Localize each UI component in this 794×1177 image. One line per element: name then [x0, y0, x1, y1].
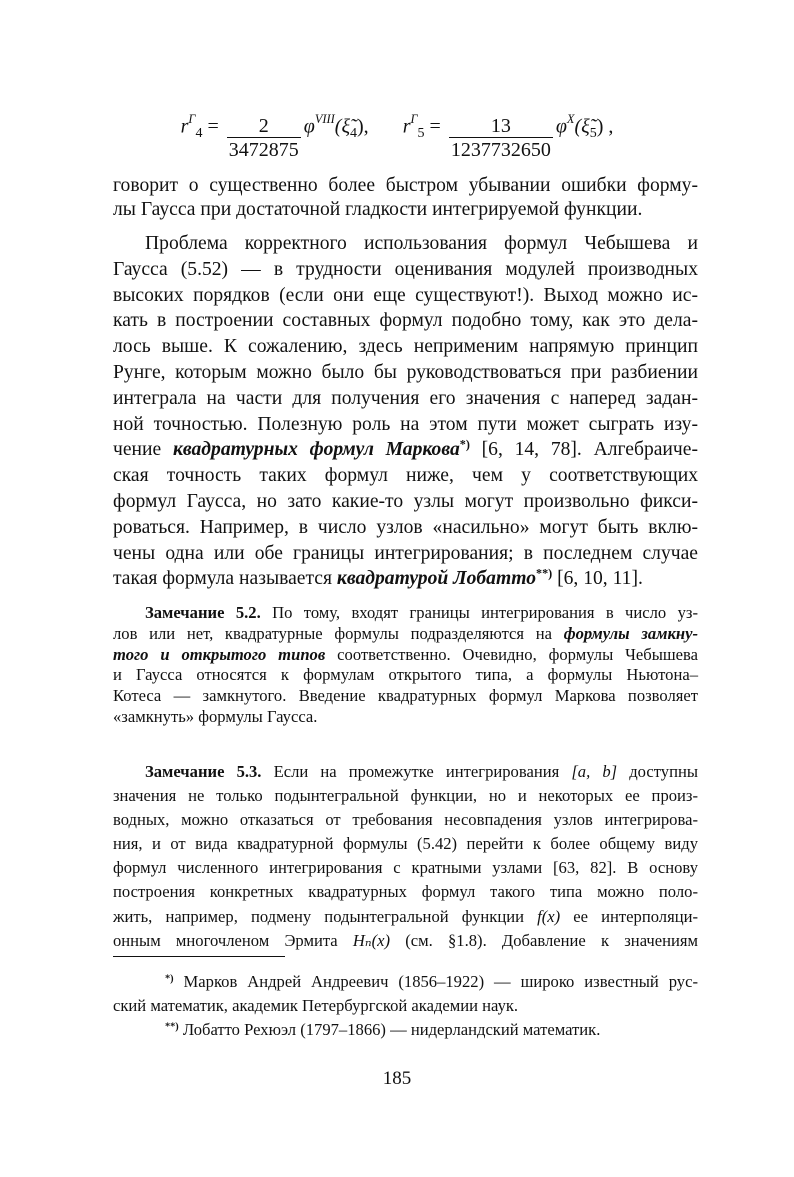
text-run: ский математик, академик Петербургской академии наук. — [113, 996, 519, 1015]
text-run: и Гаусса относятся к формулам открытого типа, а формулы Ньютона– — [113, 665, 698, 685]
text-line — [113, 784, 698, 808]
text-run: формул Гаусса, но зато какие-то узлы могут произвольно фикси- — [113, 490, 698, 512]
text-run: ной точностью. Полезную роль на этом пути может сыграть изу- — [113, 413, 698, 435]
text-line — [113, 929, 698, 953]
paragraph-1 — [113, 174, 698, 222]
text-run: (см. §1.8). Добавление к значениям — [390, 930, 698, 950]
remark-5-3 — [113, 760, 698, 953]
text-line — [113, 856, 698, 880]
text-run: ния, и от вида квадратурной формулы (5.42) перейти к более общему виду — [113, 834, 698, 854]
text-run: соответственно. Очевидно, формулы Чебышева — [325, 644, 698, 664]
text-line — [113, 994, 698, 1018]
close: ), — [357, 115, 369, 138]
text-line — [113, 198, 698, 222]
text-line — [113, 1018, 698, 1042]
text-run: Лобатто Рехюэл (1797–1866) — нидерландский математик. — [178, 1020, 601, 1039]
emphasis-text: Замечание 5.3. — [145, 762, 262, 781]
text-line — [113, 645, 698, 666]
text-line — [113, 624, 698, 645]
footnote-marker: *) — [459, 437, 470, 452]
text-line — [113, 489, 698, 515]
text-line — [113, 665, 698, 686]
text-line — [113, 808, 698, 832]
text-run: ее интерполяци- — [560, 906, 698, 926]
text-line — [113, 707, 698, 728]
text-run: интеграла на части для получения его значения с наперед задан- — [113, 387, 698, 409]
text-run: [6, 10, 11]. — [552, 568, 643, 590]
text-line — [113, 832, 698, 856]
text-line — [113, 257, 698, 283]
emphasis-text: [a, b] — [571, 762, 618, 781]
text-run: ская точность таких формул ниже, чем у соответствующих — [113, 465, 698, 487]
footnote-marker: **) — [165, 1021, 179, 1033]
denominator: 3472875 — [228, 139, 299, 162]
sup: X — [566, 112, 575, 126]
text-run: такая формула называется — [113, 568, 337, 590]
text-line — [113, 463, 698, 489]
text-run: «замкнуть» формулы Гаусса. — [113, 706, 318, 726]
formula — [0, 112, 794, 162]
text-run: значения не только подынтегральной функции, но и некоторых ее произ- — [113, 786, 698, 806]
text-run: лы Гаусса при достаточной гладкости интегрируемой функции. — [113, 199, 643, 220]
var: r — [180, 115, 189, 138]
text-line — [113, 231, 698, 257]
text-line — [113, 174, 698, 198]
fraction — [227, 115, 301, 162]
emphasis-text: квадратурой Лобатто — [336, 568, 536, 590]
text-line — [113, 308, 698, 334]
emphasis-text: квадратурных формул Маркова — [172, 439, 460, 461]
equals: = — [207, 115, 219, 138]
phi: φ — [555, 115, 567, 138]
formula-r5 — [403, 112, 614, 162]
sub: 5 — [589, 126, 597, 142]
text-line — [113, 760, 698, 784]
text-line — [113, 603, 698, 624]
fraction — [449, 115, 553, 162]
formula-r4 — [181, 112, 369, 162]
emphasis-text: Hₙ(x) — [352, 930, 391, 950]
sup: VIII — [314, 112, 335, 126]
sup: Г — [188, 112, 196, 126]
text-line — [113, 360, 698, 386]
text-run: По тому, входят границы интегрирования в число уз- — [260, 603, 698, 622]
text-run: водных, можно отказаться от требования несовпадения узлов интегрирова- — [113, 810, 698, 830]
text-line — [113, 437, 698, 463]
text-run: Проблема корректного использования формул Чебышева и — [145, 233, 698, 254]
text-run: Рунге, которым можно было бы руководствоваться при разбиении — [113, 361, 698, 383]
text-run: онным многочленом Эрмита — [113, 930, 353, 950]
text-line — [113, 283, 698, 309]
text-run: доступны — [617, 762, 698, 781]
text-run: Марков Андрей Андреевич (1856–1922) — широко известный рус- — [173, 972, 698, 991]
paragraph-2 — [113, 231, 698, 592]
text-run: лов или нет, квадратурные формулы подразделяются на — [113, 623, 564, 643]
arg: (ξ̃ — [334, 115, 351, 138]
page-number: 185 — [382, 1068, 412, 1089]
text-line — [113, 515, 698, 541]
text-run: чены одна или обе границы интегрирования; в последнем случае — [113, 542, 698, 564]
arg: (ξ̃ — [574, 115, 590, 138]
text-run: [6, 14, 78]. Алгебраиче- — [469, 439, 698, 461]
text-run: высоких порядков (если они еще существуют!). Выход можно ис- — [113, 284, 698, 306]
numerator: 2 — [258, 115, 269, 138]
denominator: 1237732650 — [450, 139, 551, 162]
sup: Г — [410, 112, 418, 126]
text-line — [113, 412, 698, 438]
text-run: кать в построении составных формул подобно тому, как это дела- — [113, 310, 698, 332]
text-line — [113, 541, 698, 567]
footnotes — [113, 970, 698, 1042]
emphasis-text: Замечание 5.2. — [145, 603, 261, 622]
text-run: формул численного интегрирования с кратными узлами [63, 82]. В основу — [113, 858, 698, 878]
var: r — [402, 115, 411, 138]
text-line — [113, 905, 698, 929]
text-run: лось выше. К сожалению, здесь неприменим напрямую принцип — [113, 336, 698, 358]
text-line — [113, 880, 698, 904]
footnote-marker: *) — [165, 973, 174, 985]
remark-5-2 — [113, 603, 698, 728]
emphasis-text: f(x) — [537, 906, 561, 926]
footnote-marker: **) — [536, 566, 553, 581]
text-run: жить, например, подмену подынтегральной функции — [113, 906, 538, 926]
text-run: Если на промежутке интегрирования — [261, 762, 572, 781]
text-line — [113, 334, 698, 360]
text-line — [113, 970, 698, 994]
text-run: Котеса — замкнутого. Введение квадратурных формул Маркова позволяет — [113, 686, 698, 706]
sub: 5 — [417, 126, 425, 142]
text-line — [113, 566, 698, 592]
close: ) , — [596, 115, 614, 138]
sub: 4 — [350, 126, 358, 142]
text-run: роваться. Например, в число узлов «насильно» могут быть вклю- — [113, 516, 698, 538]
equals: = — [429, 115, 441, 138]
text-line — [113, 686, 698, 707]
emphasis-text: формулы замкну- — [563, 623, 698, 643]
phi: φ — [303, 115, 315, 138]
text-run: говорит о существенно более быстром убывании ошибки форму- — [113, 175, 698, 196]
emphasis-text: того и открытого типов — [113, 644, 326, 664]
text-run: Гаусса (5.52) — в трудности оценивания модулей производных — [113, 258, 698, 280]
footnote-rule — [113, 956, 285, 957]
numerator: 13 — [490, 115, 511, 138]
text-line — [113, 386, 698, 412]
text-run: построения конкретных квадратурных формул такого типа можно поло- — [113, 882, 698, 902]
text-run: чение — [113, 439, 173, 461]
sub: 4 — [195, 126, 203, 142]
